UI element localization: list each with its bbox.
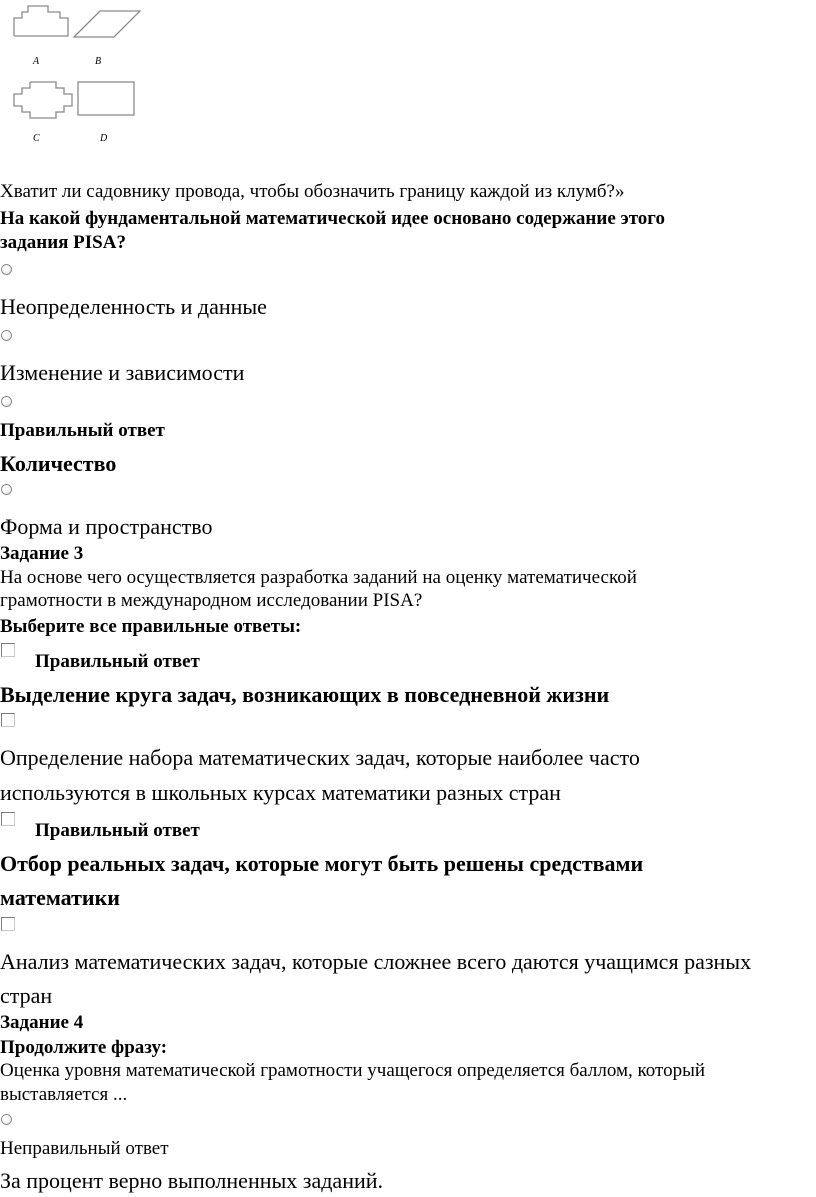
q4-option1-label: За процент верно выполненных заданий. bbox=[0, 1168, 384, 1193]
q2-option4-radio[interactable] bbox=[1, 484, 12, 495]
q3-option1-checkbox[interactable] bbox=[1, 643, 15, 657]
flowerbed-figure bbox=[8, 4, 148, 149]
q2-option2-radio[interactable] bbox=[1, 330, 12, 341]
q3-option1-label: Выделение круга задач, возникающих в повседневной жизни bbox=[0, 682, 610, 707]
q3-option2-label-line2: используются в школьных курсах математики разных стран bbox=[0, 780, 561, 805]
q3-option3-label-line1: Отбор реальных задач, которые могут быть решены средствами bbox=[0, 851, 644, 876]
q3-option3-note: Правильный ответ bbox=[35, 820, 200, 841]
q3-option4-label-line2: стран bbox=[0, 983, 53, 1008]
q3-option2-label-line1: Определение набора математических задач, которые наиболее часто bbox=[0, 745, 640, 770]
q3-option1-note: Правильный ответ bbox=[35, 651, 200, 672]
q2-option2-label: Изменение и зависимости bbox=[0, 360, 245, 385]
q2-option3-radio[interactable] bbox=[1, 396, 12, 407]
question3-text-line1: На основе чего осуществляется разработка заданий на оценку математической bbox=[0, 567, 637, 588]
q2-option3-note: Правильный ответ bbox=[0, 420, 165, 441]
shape-b bbox=[74, 11, 140, 37]
q3-option4-checkbox[interactable] bbox=[1, 917, 15, 931]
question4-instruction: Продолжите фразу: bbox=[0, 1037, 168, 1058]
shape-d bbox=[78, 82, 134, 115]
q3-option2-checkbox[interactable] bbox=[1, 713, 15, 727]
question4-text-line1: Оценка уровня математической грамотности учащегося определяется баллом, который bbox=[0, 1060, 706, 1081]
q2-option1-label: Неопределенность и данные bbox=[0, 294, 267, 319]
q3-option4-label-line1: Анализ математических задач, которые сложнее всего даются учащимся разных bbox=[0, 949, 752, 974]
shape-a bbox=[14, 6, 68, 36]
figure-label-c: C bbox=[33, 133, 40, 144]
figure-label-a: A bbox=[33, 56, 40, 67]
shape-c bbox=[14, 82, 72, 118]
q3-option3-label-line2: математики bbox=[0, 885, 120, 910]
question4-title: Задание 4 bbox=[0, 1012, 84, 1033]
q3-option3-checkbox[interactable] bbox=[1, 812, 15, 826]
figure-label-d: D bbox=[100, 133, 108, 144]
question2-prompt-line1: На какой фундаментальной математической идее основано содержание этого bbox=[0, 208, 665, 229]
question3-text-line2: грамотности в международном исследовании PISA? bbox=[0, 590, 423, 611]
question2-prompt-line2: задания PISA? bbox=[0, 232, 126, 253]
question3-instruction: Выберите все правильные ответы: bbox=[0, 616, 302, 637]
q4-option1-radio[interactable] bbox=[1, 1114, 12, 1125]
question3-title: Задание 3 bbox=[0, 543, 84, 564]
q4-option1-note: Неправильный ответ bbox=[0, 1138, 169, 1159]
figure-label-b: B bbox=[95, 56, 102, 67]
question2-lead-text: Хватит ли садовнику провода, чтобы обозначить границу каждой из клумб?» bbox=[0, 181, 625, 202]
q2-option1-radio[interactable] bbox=[1, 264, 12, 275]
q2-option4-label: Форма и пространство bbox=[0, 514, 213, 539]
question4-text-line2: выставляется ... bbox=[0, 1084, 128, 1105]
q2-option3-label: Количество bbox=[0, 451, 117, 476]
